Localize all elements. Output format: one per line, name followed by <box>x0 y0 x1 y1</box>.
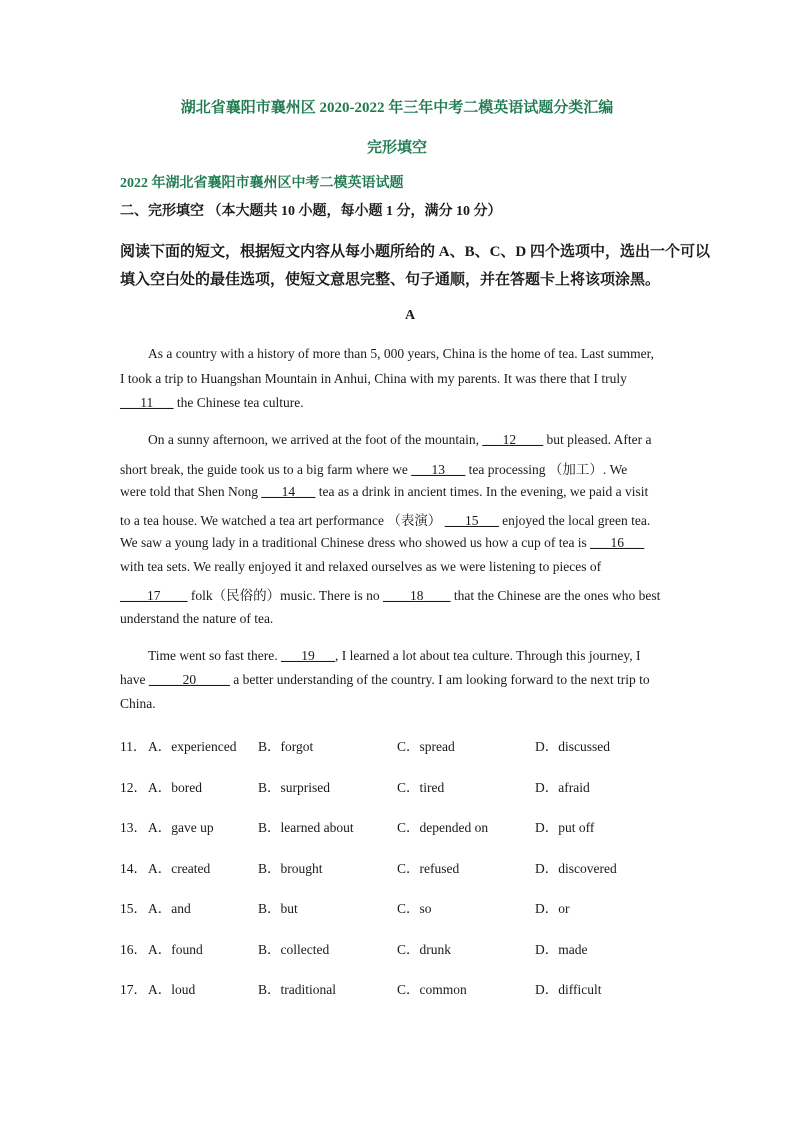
question-number: 16． <box>120 942 147 957</box>
passage-line: China. <box>120 696 156 711</box>
option-b: B．but <box>258 901 298 916</box>
section-heading: 二、完形填空 （本大题共 10 小题，每小题 1 分，满分 10 分） <box>120 204 502 219</box>
blank-14: ___14___ <box>261 484 316 499</box>
option-b: B．forgot <box>258 739 314 754</box>
passage-line: have _____20_____ a better understanding of the country. I am looking forward to the next trip to <box>120 672 650 687</box>
blank-20: _____20_____ <box>148 672 230 687</box>
option-a: A．gave up <box>148 820 214 835</box>
document-subtitle: 完形填空 <box>366 140 427 156</box>
option-a: A．created <box>148 861 211 876</box>
passage-line: short break, the guide took us to a big farm where we ___13___ tea processing （加工）. We <box>120 462 628 477</box>
option-b: B．surprised <box>258 780 330 795</box>
passage-line: Time went so fast there. ___19___, I learned a lot about tea culture. Through this journey, I <box>148 648 641 663</box>
option-c: C．spread <box>397 739 455 754</box>
question-number: 15． <box>120 901 147 916</box>
option-c: C．refused <box>397 861 460 876</box>
passage-label: A <box>404 308 416 323</box>
option-a: A．loud <box>148 982 196 997</box>
blank-18: ____18____ <box>382 588 451 603</box>
option-b: B．brought <box>258 861 323 876</box>
passage-line: On a sunny afternoon, we arrived at the foot of the mountain, ___12____ but pleased. After a <box>148 432 652 447</box>
passage-line: ___11___ the Chinese tea culture. <box>120 395 304 410</box>
option-d: D．discovered <box>535 861 617 876</box>
question-number: 17． <box>120 982 147 997</box>
option-b: B．traditional <box>258 982 336 997</box>
blank-13: ___13___ <box>411 462 466 477</box>
passage-line: I took a trip to Huangshan Mountain in Anhui, China with my parents. It was there that I truly <box>120 371 627 386</box>
blank-11: ___11___ <box>120 395 174 410</box>
passage-line: to a tea house. We watched a tea art performance （表演） ___15___ enjoyed the local green tea. <box>120 513 651 528</box>
option-c: C．drunk <box>397 942 451 957</box>
instruction-line-1: 阅读下面的短文，根据短文内容从每小题所给的 A、B、C、D 四个选项中，选出一个可以 <box>120 244 711 260</box>
option-b: B．learned about <box>258 820 354 835</box>
option-a: A．bored <box>148 780 202 795</box>
option-c: C．tired <box>397 780 445 795</box>
blank-12: ___12____ <box>482 432 544 447</box>
blank-17: ____17____ <box>120 588 188 603</box>
option-a: A．experienced <box>148 739 237 754</box>
passage-line: with tea sets. We really enjoyed it and relaxed ourselves as we were listening to pieces of <box>120 559 602 574</box>
question-number: 11． <box>120 739 147 754</box>
passage-line: ____17____ folk（民俗的）music. There is no ____18____ that the Chinese are the ones who best <box>120 588 661 603</box>
passage-line: understand the nature of tea. <box>120 611 274 626</box>
option-d: D．put off <box>535 820 595 835</box>
option-a: A．and <box>148 901 191 916</box>
option-d: D．discussed <box>535 739 610 754</box>
exam-title: 2022 年湖北省襄阳市襄州区中考二模英语试题 <box>120 176 404 191</box>
option-d: D．made <box>535 942 588 957</box>
question-number: 12． <box>120 780 147 795</box>
option-c: C．so <box>397 901 432 916</box>
question-number: 14． <box>120 861 147 876</box>
passage-line: were told that Shen Nong ___14___ tea as a drink in ancient times. In the evening, we paid a visit <box>120 484 649 499</box>
question-number: 13． <box>120 820 147 835</box>
option-c: C．common <box>397 982 467 997</box>
option-b: B．collected <box>258 942 330 957</box>
option-d: D．or <box>535 901 570 916</box>
blank-19: ___19___ <box>280 648 335 663</box>
option-a: A．found <box>148 942 203 957</box>
blank-15: ___15___ <box>444 513 499 528</box>
option-c: C．depended on <box>397 820 489 835</box>
blank-16: ___16___ <box>590 535 645 550</box>
option-d: D．afraid <box>535 780 590 795</box>
passage-line: As a country with a history of more than 5, 000 years, China is the home of tea. Last summer, <box>148 346 654 361</box>
option-d: D．difficult <box>535 982 602 997</box>
document-title: 湖北省襄阳市襄州区 2020-2022 年三年中考二模英语试题分类汇编 <box>180 100 614 116</box>
instruction-line-2: 填入空白处的最佳选项，使短文意思完整、句子通顺，并在答题卡上将该项涂黑。 <box>120 272 661 288</box>
passage-line: We saw a young lady in a traditional Chinese dress who showed us how a cup of tea is ___16___ <box>120 535 645 550</box>
